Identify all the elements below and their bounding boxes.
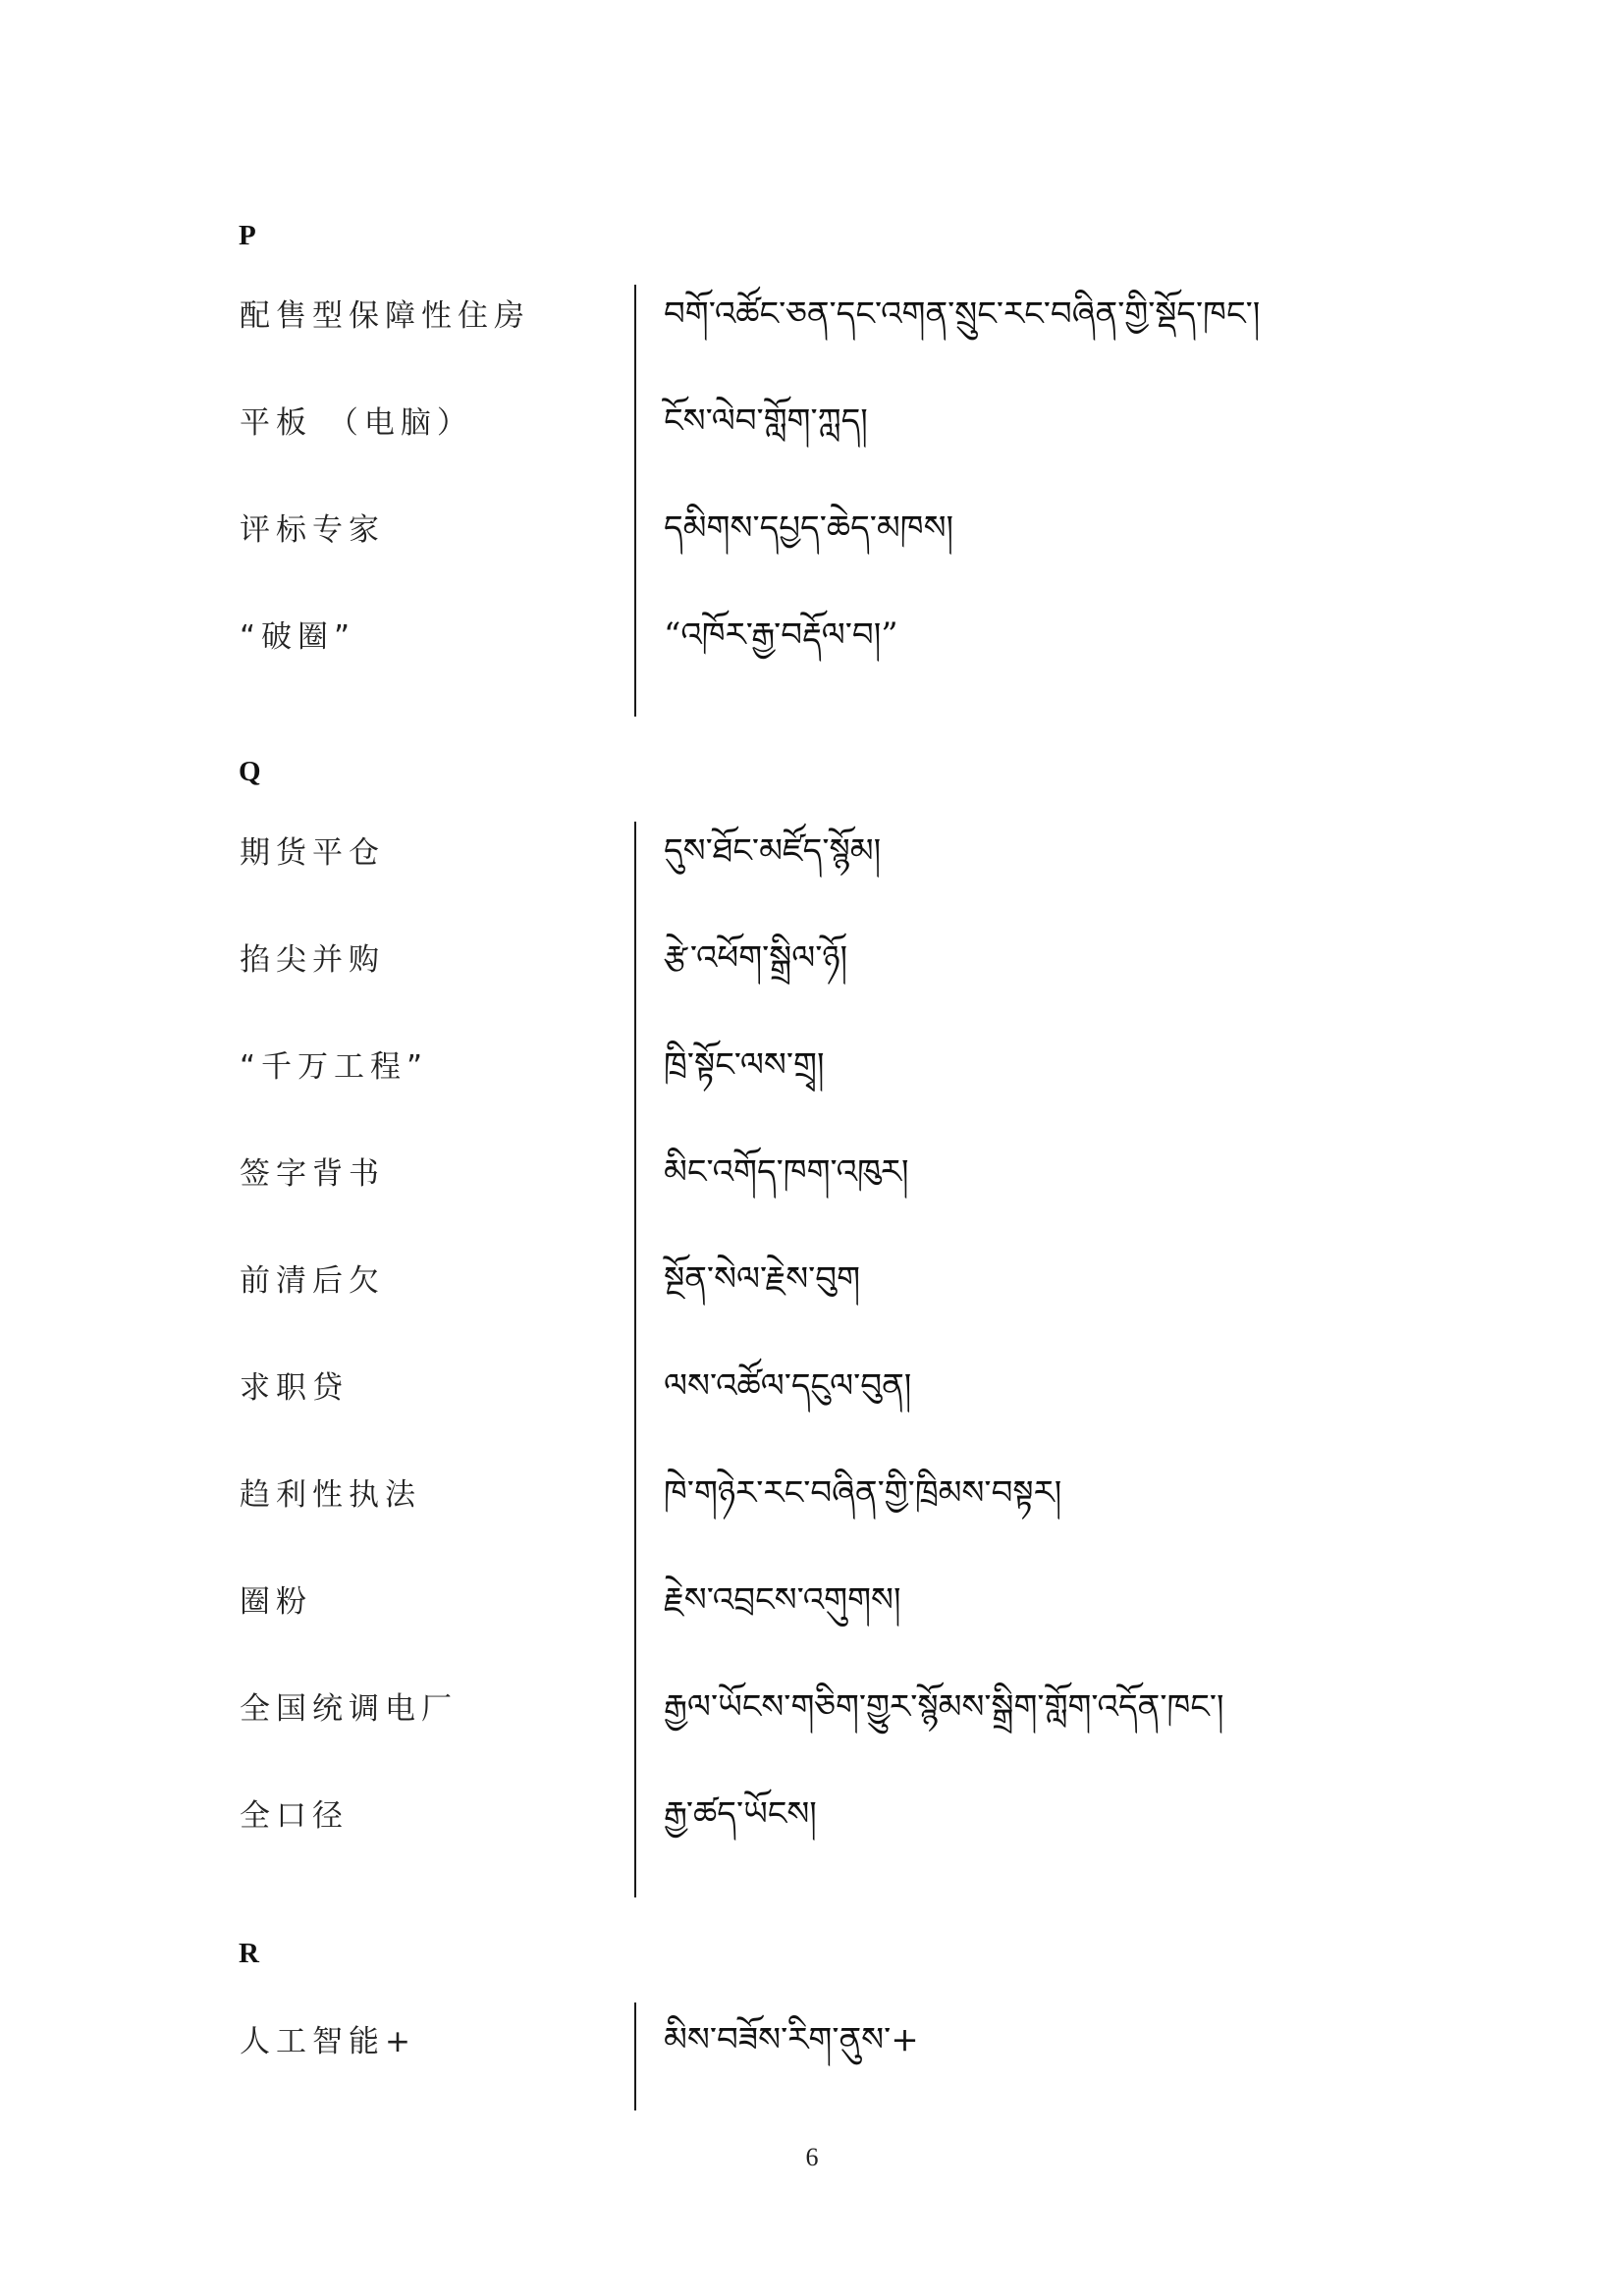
tibetan-term: མིང་འགོད་ཁག་འཁུར། [664, 1152, 909, 1192]
glossary-row [0, 1464, 1624, 1522]
chinese-term: 趋利性执法 [240, 1477, 421, 1513]
glossary-row [0, 606, 1624, 665]
glossary-row [0, 1678, 1624, 1736]
tibetan-term: མིས་བཟོས་རིག་ནུས་+ [664, 2020, 919, 2059]
chinese-term: 平板 （电脑） [240, 405, 473, 441]
tibetan-term: རྩེ་འཕོག་སྒྲིལ་ཉོ། [664, 938, 848, 978]
chinese-term: 前清后欠 [240, 1263, 385, 1299]
chinese-term: “千万工程” [240, 1049, 429, 1085]
chinese-term: 人工智能+ [240, 2024, 416, 2059]
tibetan-term: ཁེ་གཉེར་རང་བཞིན་གྱི་ཁྲིམས་བསྟར། [664, 1473, 1062, 1513]
tibetan-term: ཁྲི་སྟོང་ལས་གྲྭ། [664, 1045, 825, 1085]
glossary-row [0, 1143, 1624, 1201]
tibetan-term: དུས་ཐོང་མཛོད་སྙོམ། [664, 831, 882, 871]
tibetan-term: དམིགས་དཔྱད་ཆེད་མཁས། [664, 508, 954, 548]
chinese-term: 全口径 [240, 1798, 349, 1834]
glossary-row [0, 2010, 1624, 2069]
chinese-term: 全国统调电厂 [240, 1691, 458, 1727]
glossary-row [0, 1250, 1624, 1308]
chinese-term: 签字背书 [240, 1156, 385, 1192]
glossary-row [0, 822, 1624, 881]
page-number: 6 [805, 2143, 819, 2171]
chinese-term: 圈粉 [240, 1584, 312, 1620]
glossary-row [0, 392, 1624, 451]
tibetan-term: སྔོན་སེལ་རྗེས་བུག [664, 1259, 861, 1299]
tibetan-term: རྒྱལ་ཡོངས་གཅིག་གྱུར་སྙོམས་སྒྲིག་གློག་འདོན་ཁང་། [664, 1687, 1224, 1727]
chinese-term: 期货平仓 [240, 835, 385, 871]
chinese-term: “破圈” [240, 619, 356, 655]
glossary-row [0, 1036, 1624, 1095]
section-letter: R [239, 1938, 259, 1969]
tibetan-term: “འཁོར་རྒྱ་བརྡོལ་བ།” [664, 615, 898, 655]
chinese-term: 配售型保障性住房 [240, 298, 530, 334]
glossary-row [0, 1571, 1624, 1629]
tibetan-term: ལས་འཚོལ་དངུལ་བུན། [664, 1366, 912, 1406]
tibetan-term: ངོས་ལེབ་གློག་ཀླད། [664, 401, 868, 441]
section-letter: Q [239, 756, 261, 787]
glossary-row [0, 499, 1624, 558]
tibetan-term: རྗེས་འབྲངས་འགུགས། [664, 1580, 901, 1620]
section-letter: P [239, 220, 256, 251]
tibetan-term: བགོ་འཚོང་ཅན་དང་འགན་སྲུང་རང་བཞིན་གྱི་སྡོད་ཁང་། [664, 294, 1261, 334]
glossary-row [0, 1785, 1624, 1843]
glossary-row [0, 285, 1624, 344]
chinese-term: 求职贷 [240, 1370, 349, 1406]
chinese-term: 评标专家 [240, 512, 385, 548]
glossary-row [0, 929, 1624, 988]
tibetan-term: རྒྱ་ཚད་ཡོངས། [664, 1794, 817, 1834]
chinese-term: 掐尖并购 [240, 942, 385, 978]
glossary-row [0, 1357, 1624, 1415]
